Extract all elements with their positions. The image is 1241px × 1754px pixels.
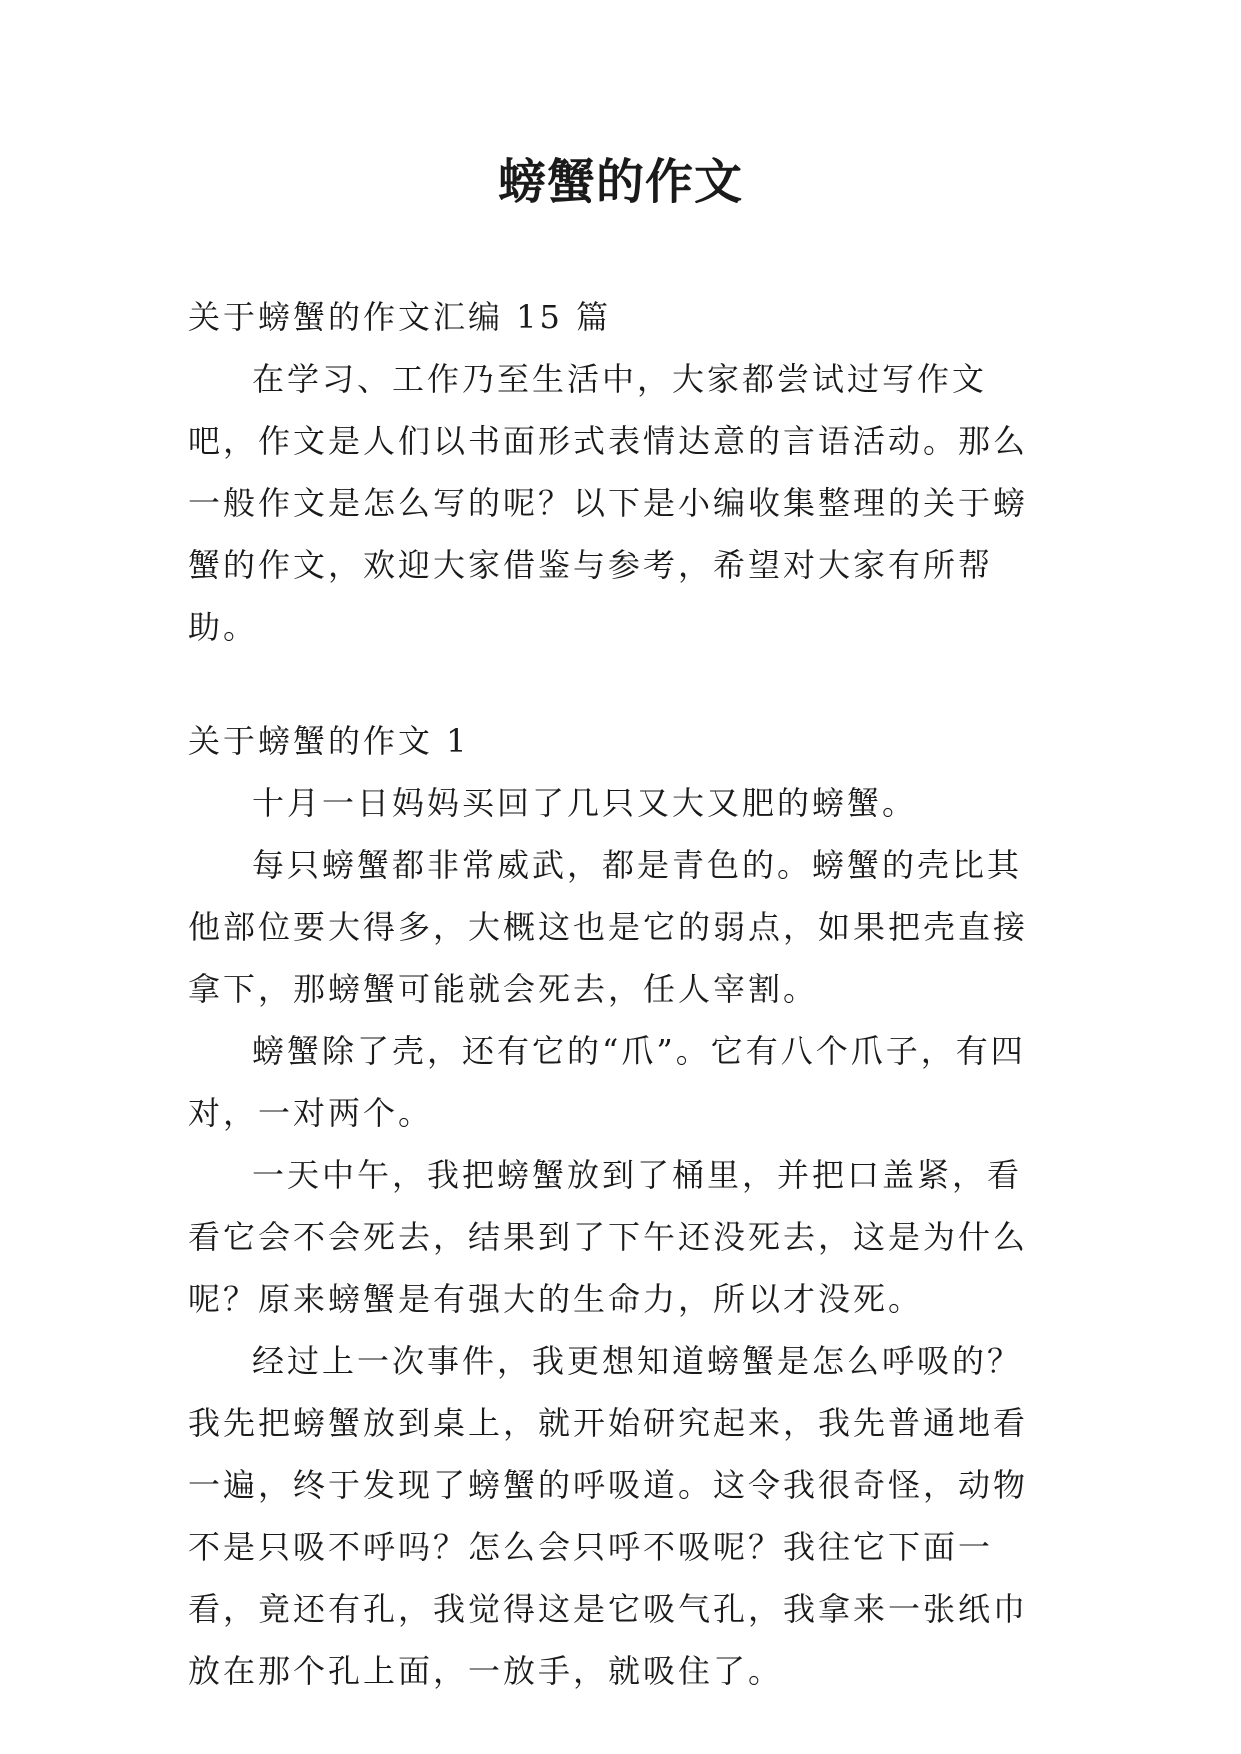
essay-paragraph: 一天中午，我把螃蟹放到了桶里，并把口盖紧，看看它会不会死去，结果到了下午还没死去，这是为什么呢？原来螃蟹是有强大的生命力，所以才没死。: [188, 1156, 1029, 1318]
essay-paragraph: 十月一日妈妈买回了几只又大又肥的螃蟹。: [252, 784, 918, 822]
page-title: 螃蟹的作文: [497, 154, 743, 210]
collection-heading: 关于螃蟹的作文汇编 15 篇: [188, 298, 612, 336]
essay-paragraph: 每只螃蟹都非常威武，都是青色的。螃蟹的壳比其他部位要大得多，大概这也是它的弱点，如果把壳直接拿下，那螃蟹可能就会死去，任人宰割。: [188, 846, 1029, 1008]
essay-paragraph: 经过上一次事件，我更想知道螃蟹是怎么呼吸的？我先把螃蟹放到桌上，就开始研究起来，我先普通地看一遍，终于发现了螃蟹的呼吸道。这令我很奇怪，动物不是只吸不呼吗？怎么会只呼不吸呢？我往它下面一看，竟还有孔，我觉得这是它吸气孔，我拿来一张纸巾放在那个孔上面，一放手，就吸住了。: [188, 1342, 1029, 1690]
essay-paragraph: 螃蟹除了壳，还有它的“爪”。它有八个爪子，有四对，一对两个。: [188, 1032, 1026, 1132]
document-body: [188, 286, 1056, 1702]
intro-paragraph: 在学习、工作乃至生活中，大家都尝试过写作文吧，作文是人们以书面形式表情达意的言语活动。那么一般作文是怎么写的呢？以下是小编收集整理的关于螃蟹的作文，欢迎大家借鉴与参考，希望对大家有所帮助。: [188, 360, 1029, 646]
essay-heading: 关于螃蟹的作文 1: [188, 722, 470, 760]
section-spacer: [188, 658, 1056, 710]
